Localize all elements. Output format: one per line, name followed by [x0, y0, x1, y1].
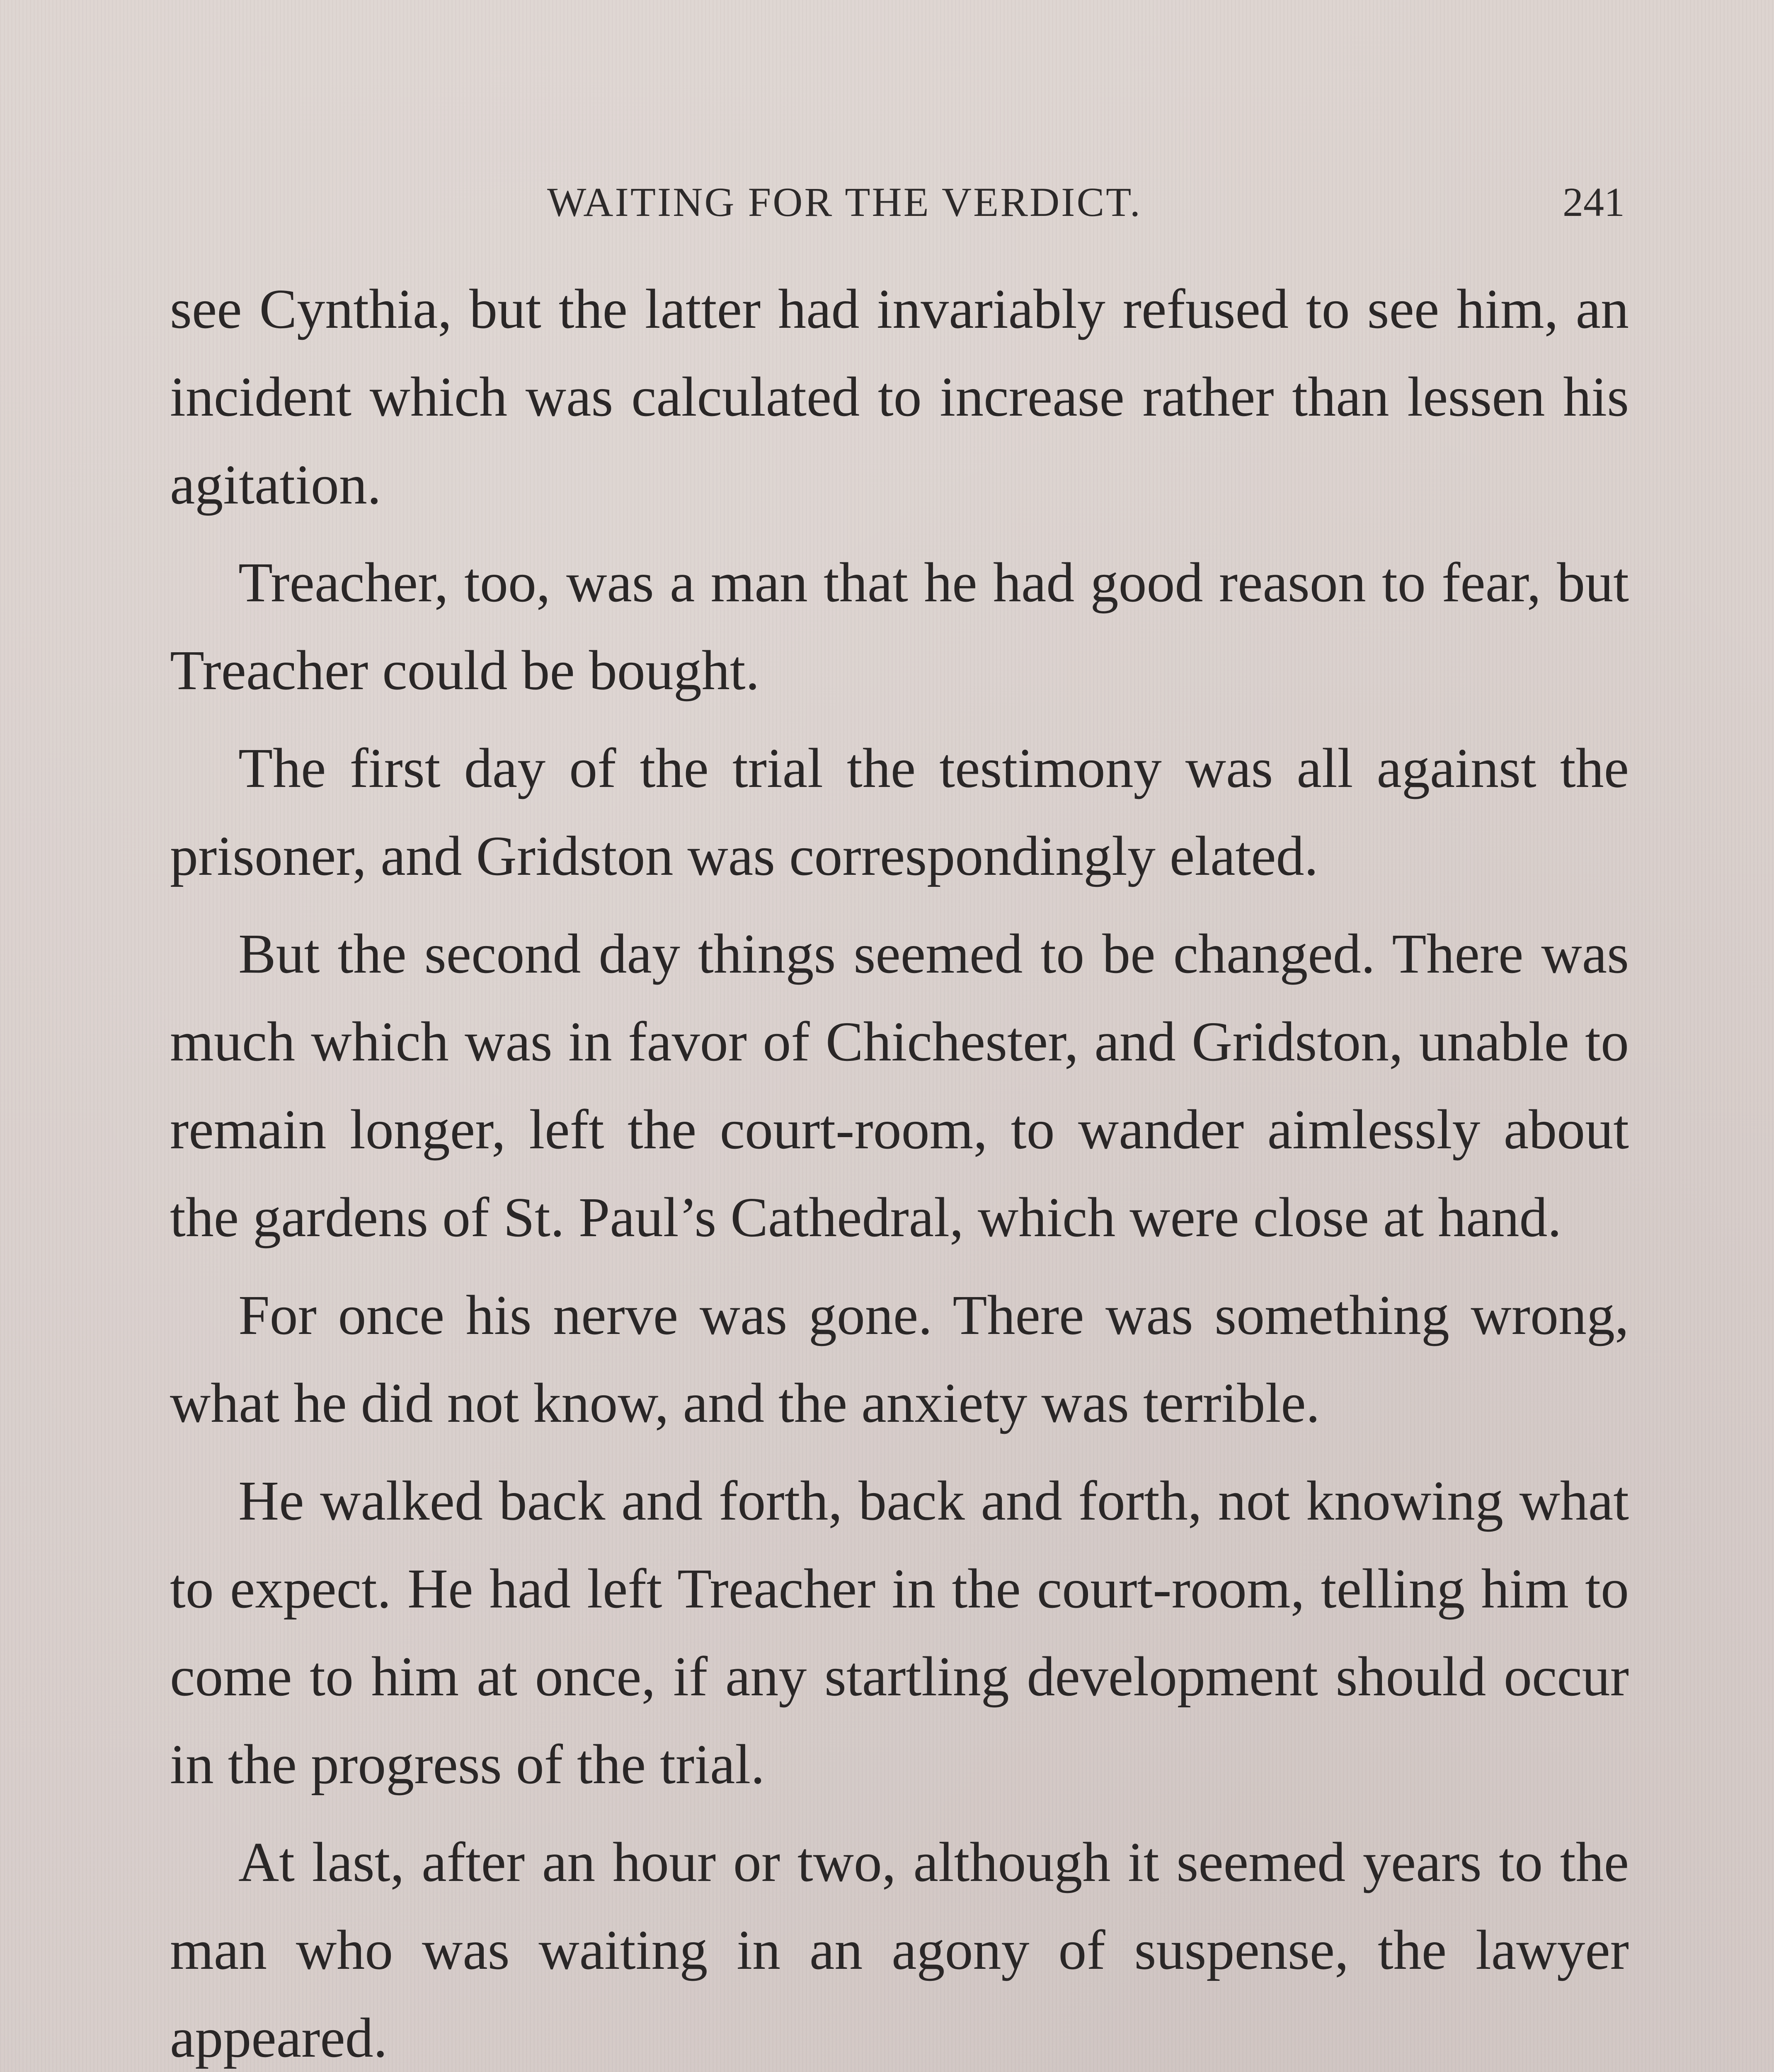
- running-title: WAITING FOR THE VERDICT.: [547, 179, 1142, 225]
- body-text: [170, 265, 1629, 2072]
- paragraph: Treacher, too, was a man that he had good reason to fear, but Treacher could be bought.: [170, 552, 1629, 702]
- paragraph: At last, after an hour or two, although it seemed years to the man who was waiting in an agony of suspense, the lawyer appeared.: [170, 1831, 1629, 2069]
- paragraph: But the second day things seemed to be changed. There was much which was in favor of Chichester, and Gridston, unable to remain longer, left the court-room, to wander aimlessly about the gardens of St. Paul’s Cathedral, which were close at hand.: [170, 923, 1629, 1249]
- paragraph: For once his nerve was gone. There was something wrong, what he did not know, and the anxiety was terrible.: [170, 1284, 1629, 1434]
- page-header: [174, 178, 1625, 240]
- page-number: 241: [1563, 179, 1625, 225]
- paragraph: see Cynthia, but the latter had invariably refused to see him, an incident which was calculated to increase rather than lessen his agitation.: [170, 278, 1629, 516]
- paragraph: The first day of the trial the testimony was all against the prisoner, and Gridston was correspondingly elated.: [170, 737, 1629, 887]
- paragraph: He walked back and forth, back and forth, not knowing what to expect. He had left Treacher in the court-room, telling him to come to him at once, if any startling development should occur in the progress of the trial.: [170, 1470, 1629, 1796]
